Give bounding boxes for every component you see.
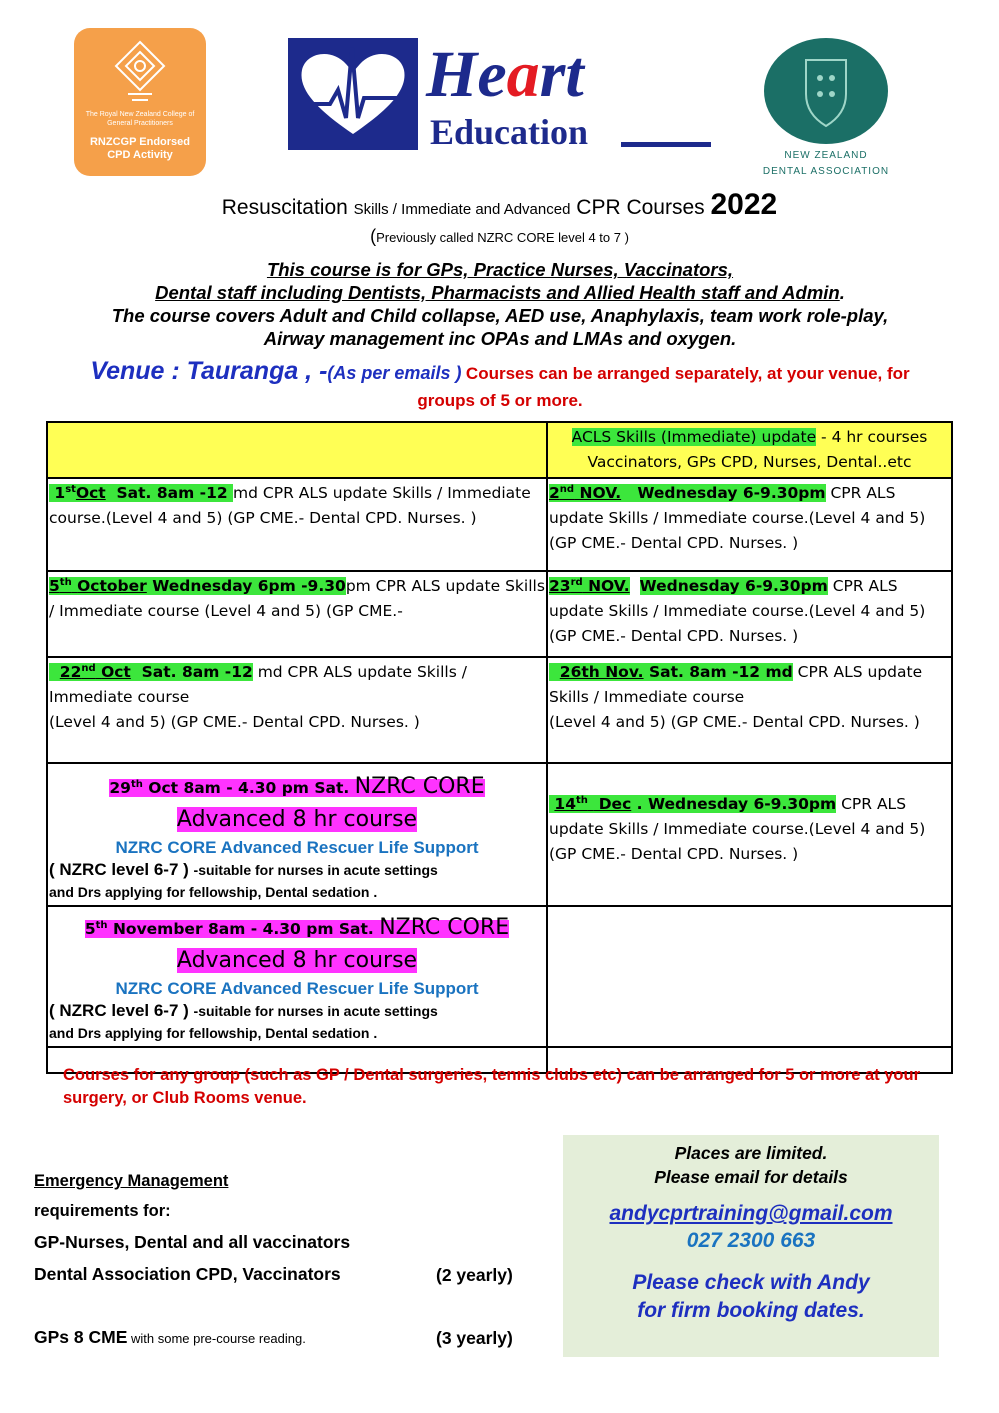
venue-info: Venue : Tauranga , -(As per emails ) Courses can be arranged separately, at your venue, for groups of 5 or more. <box>90 357 910 410</box>
heart-ecg-icon <box>288 38 418 150</box>
logo-underline <box>621 142 711 147</box>
course-cell-26nov: 26th Nov. Sat. 8am -12 md CPR ALS update Skills / Immediate course (Level 4 and 5) (GP CME.- Dental CPD. Nurses. ) <box>547 657 952 763</box>
contact-phone: 027 2300 663 <box>686 1229 816 1252</box>
nzda-logo <box>762 38 890 178</box>
course-cell-22oct: 22nd Oct Sat. 8am -12 md CPR ALS update Skills / Immediate course (Level 4 and 5) (GP CME.- Dental CPD. Nurses. ) <box>47 657 547 763</box>
rnzcgp-endorsed-text: RNZCGP Endorsed CPD Activity <box>89 136 191 161</box>
page-title: Resuscitation Skills / Immediate and Advanced CPR Courses 2022 <box>221 188 778 221</box>
course-schedule-table <box>46 421 953 1074</box>
course-cell-empty <box>547 906 952 1047</box>
course-cell-14dec: 14th Dec . Wednesday 6-9.30pm CPR ALS update Skills / Immediate course.(Level 4 and 5) (GP CME.- Dental CPD. Nurses. ) <box>547 763 952 906</box>
rnzcgp-emblem-icon <box>110 38 170 108</box>
contact-box: Places are limited. Please email for details andycprtraining@gmail.com 027 2300 663 Please check with Andy for firm booking dates. <box>563 1135 939 1357</box>
nzda-crest-icon <box>764 38 888 144</box>
booking-check-note: Please check with Andy for firm booking dates. <box>632 1271 870 1322</box>
contact-email-link[interactable]: andycprtraining@gmail.com <box>609 1202 893 1225</box>
course-cell-2nov: 2nd NOV. Wednesday 6-9.30pm CPR ALS update Skills / Immediate course.(Level 4 and 5) (GP CME.- Dental CPD. Nurses. ) <box>547 478 952 571</box>
course-cell-5oct: 5th October Wednesday 6pm -9.30pm CPR ALS update Skills / Immediate course (Level 4 and 5) (GP CME.- <box>47 571 547 657</box>
group-booking-note: Courses for any group (such as GP / Dental surgeries, tennis clubs etc) can be arranged for 5 or more at your surgery, or Club Rooms venue. <box>63 1066 921 1107</box>
rnzcgp-logo <box>74 28 206 176</box>
course-cell-1oct: 1stOct Sat. 8am -12 md CPR ALS update Skills / Immediate course.(Level 4 and 5) (GP CME.- Dental CPD. Nurses. ) <box>47 478 547 571</box>
course-intro: This course is for GPs, Practice Nurses, Vaccinators, Dental staff including Dentists, Pharmacists and Allied Health staff and Admin. The course covers Adult and Child collapse, AED use, Anaphylaxis, team work role-play, Airway management inc OPAs and LMAs and oxygen. <box>111 259 889 349</box>
table-header-left <box>47 422 547 478</box>
table-header-right: ACLS Skills (Immediate) update - 4 hr courses Vaccinators, GPs CPD, Nurses, Dental..etc <box>547 422 952 478</box>
nzda-name: NEW ZEALAND DENTAL ASSOCIATION <box>762 150 890 177</box>
course-cell-29oct-advanced: 29th Oct 8am - 4.30 pm Sat. NZRC CORE Advanced 8 hr course NZRC CORE Advanced Rescuer Life Support ( NZRC level 6-7 ) -suitable for nurses in acute settings and Drs applying for fellowship, Dental sedation . <box>47 763 547 906</box>
education-wordmark: Education <box>430 112 589 152</box>
heart-wordmark: Heart <box>426 38 584 111</box>
course-cell-5nov-advanced: 5th November 8am - 4.30 pm Sat. NZRC CORE Advanced 8 hr course NZRC CORE Advanced Rescuer Life Support ( NZRC level 6-7 ) -suitable for nurses in acute settings and Drs applying for fellowship, Dental sedation . <box>47 906 547 1047</box>
course-cell-23nov: 23rd NOV. Wednesday 6-9.30pm CPR ALS update Skills / Immediate course.(Level 4 and 5) (GP CME.- Dental CPD. Nurses. ) <box>547 571 952 657</box>
heart-emblem <box>288 38 418 150</box>
rnzcgp-college-name: The Royal New Zealand College of General Practitioners <box>85 111 195 127</box>
page-subtitle: (Previously called NZRC CORE level 4 to 7 ) <box>370 226 629 246</box>
heart-education-logo <box>288 38 713 156</box>
